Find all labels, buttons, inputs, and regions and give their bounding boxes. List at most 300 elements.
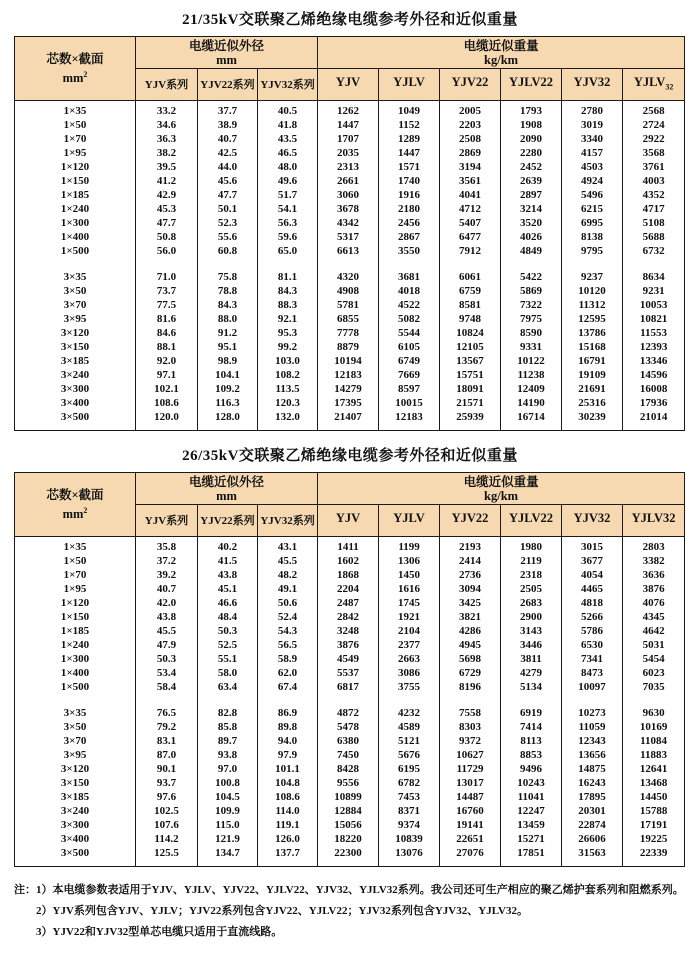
value-cell: 104.5 — [198, 790, 258, 804]
value-cell: 109.2 — [198, 382, 258, 396]
value-cell: 9556 — [318, 776, 379, 790]
table-row — [15, 666, 685, 680]
value-cell: 5869 — [501, 284, 562, 298]
group-spacer-row — [15, 694, 685, 706]
value-cell: 5134 — [501, 680, 562, 694]
value-cell: 3561 — [440, 174, 501, 188]
value-cell: 89.8 — [258, 720, 318, 734]
spec-cell: 3×50 — [15, 720, 136, 734]
value-cell: 17851 — [501, 846, 562, 867]
value-cell: 6105 — [379, 340, 440, 354]
value-cell: 41.5 — [198, 554, 258, 568]
value-cell: 1262 — [318, 101, 379, 119]
value-cell: 132.0 — [258, 410, 318, 431]
value-cell: 48.4 — [198, 610, 258, 624]
value-cell: 3876 — [623, 582, 685, 596]
value-cell: 108.2 — [258, 368, 318, 382]
value-cell: 12105 — [440, 340, 501, 354]
table-row — [15, 118, 685, 132]
value-cell: 6477 — [440, 230, 501, 244]
value-cell: 2204 — [318, 582, 379, 596]
value-cell: 7450 — [318, 748, 379, 762]
value-cell: 11883 — [623, 748, 685, 762]
table-row — [15, 832, 685, 846]
value-cell: 10899 — [318, 790, 379, 804]
value-cell: 94.0 — [258, 734, 318, 748]
value-cell: 3094 — [440, 582, 501, 596]
value-cell: 51.7 — [258, 188, 318, 202]
value-cell: 11312 — [562, 298, 623, 312]
table-row — [15, 568, 685, 582]
spec-cell: 1×400 — [15, 230, 136, 244]
value-cell: 93.7 — [136, 776, 198, 790]
footnotes — [14, 867, 686, 943]
value-cell: 73.7 — [136, 284, 198, 298]
value-cell: 91.2 — [198, 326, 258, 340]
value-cell: 1745 — [379, 596, 440, 610]
col-header-yjv32-series: YJV32系列 — [258, 69, 318, 101]
spec-cell: 3×500 — [15, 846, 136, 867]
value-cell: 6919 — [501, 706, 562, 720]
weight-group-header — [318, 37, 685, 69]
value-cell: 9231 — [623, 284, 685, 298]
table-row — [15, 846, 685, 867]
value-cell: 19225 — [623, 832, 685, 846]
value-cell: 3015 — [562, 537, 623, 555]
value-cell: 43.8 — [198, 568, 258, 582]
value-cell: 11059 — [562, 720, 623, 734]
value-cell: 10273 — [562, 706, 623, 720]
value-cell: 97.9 — [258, 748, 318, 762]
value-cell: 50.8 — [136, 230, 198, 244]
value-cell: 1306 — [379, 554, 440, 568]
value-cell: 2661 — [318, 174, 379, 188]
value-cell: 1450 — [379, 568, 440, 582]
value-cell: 34.6 — [136, 118, 198, 132]
value-cell: 1868 — [318, 568, 379, 582]
value-cell: 95.1 — [198, 340, 258, 354]
value-cell: 5108 — [623, 216, 685, 230]
table-row — [15, 624, 685, 638]
table-row — [15, 554, 685, 568]
value-cell: 83.1 — [136, 734, 198, 748]
value-cell: 76.5 — [136, 706, 198, 720]
value-cell: 11553 — [623, 326, 685, 340]
value-cell: 14487 — [440, 790, 501, 804]
value-cell: 5407 — [440, 216, 501, 230]
value-cell: 85.8 — [198, 720, 258, 734]
spec-cell: 3×120 — [15, 326, 136, 340]
value-cell: 3755 — [379, 680, 440, 694]
value-cell: 60.8 — [198, 244, 258, 258]
value-cell: 9374 — [379, 818, 440, 832]
value-cell: 97.1 — [136, 368, 198, 382]
spec-cell: 3×120 — [15, 762, 136, 776]
value-cell: 1289 — [379, 132, 440, 146]
value-cell: 20301 — [562, 804, 623, 818]
spec-header-line1: 芯数×截面 — [46, 487, 104, 502]
value-cell: 3143 — [501, 624, 562, 638]
value-cell: 3681 — [379, 270, 440, 284]
value-cell: 1411 — [318, 537, 379, 555]
value-cell: 56.0 — [136, 244, 198, 258]
value-cell: 12343 — [562, 734, 623, 748]
spec-cell: 1×300 — [15, 652, 136, 666]
value-cell: 14596 — [623, 368, 685, 382]
value-cell: 3568 — [623, 146, 685, 160]
value-cell: 4818 — [562, 596, 623, 610]
value-cell: 126.0 — [258, 832, 318, 846]
value-cell: 13656 — [562, 748, 623, 762]
value-cell: 5544 — [379, 326, 440, 340]
value-cell: 5266 — [562, 610, 623, 624]
col-header-yjv22-series: YJV22系列 — [198, 505, 258, 537]
value-cell: 11238 — [501, 368, 562, 382]
col-header-yjv32-series: YJV32系列 — [258, 505, 318, 537]
value-cell: 43.8 — [136, 610, 198, 624]
value-cell: 30239 — [562, 410, 623, 431]
value-cell: 40.7 — [136, 582, 198, 596]
weight-header-unit: kg/km — [484, 488, 519, 503]
table2-title: 26/35kV交联聚乙烯绝缘电缆参考外径和近似重量 — [182, 448, 518, 464]
table-row — [15, 680, 685, 694]
value-cell: 52.3 — [198, 216, 258, 230]
value-cell: 82.8 — [198, 706, 258, 720]
value-cell: 116.3 — [198, 396, 258, 410]
spec-cell: 3×95 — [15, 748, 136, 762]
value-cell: 12393 — [623, 340, 685, 354]
value-cell: 3060 — [318, 188, 379, 202]
value-cell: 13468 — [623, 776, 685, 790]
table-row — [15, 368, 685, 382]
value-cell: 6023 — [623, 666, 685, 680]
value-cell: 8634 — [623, 270, 685, 284]
value-cell: 6732 — [623, 244, 685, 258]
value-cell: 3520 — [501, 216, 562, 230]
value-cell: 120.0 — [136, 410, 198, 431]
col-header-yjv22: YJV22 — [440, 505, 501, 537]
value-cell: 8597 — [379, 382, 440, 396]
value-cell: 89.7 — [198, 734, 258, 748]
spec-cell: 1×300 — [15, 216, 136, 230]
value-cell: 31563 — [562, 846, 623, 867]
value-cell: 2456 — [379, 216, 440, 230]
value-cell: 95.3 — [258, 326, 318, 340]
value-cell: 108.6 — [136, 396, 198, 410]
value-cell: 58.9 — [258, 652, 318, 666]
value-cell: 21571 — [440, 396, 501, 410]
value-cell: 2508 — [440, 132, 501, 146]
value-cell: 2803 — [623, 537, 685, 555]
value-cell: 7558 — [440, 706, 501, 720]
value-cell: 8113 — [501, 734, 562, 748]
value-cell: 65.0 — [258, 244, 318, 258]
value-cell: 11084 — [623, 734, 685, 748]
value-cell: 119.1 — [258, 818, 318, 832]
table-row — [15, 340, 685, 354]
value-cell: 3550 — [379, 244, 440, 258]
value-cell: 44.0 — [198, 160, 258, 174]
value-cell: 2203 — [440, 118, 501, 132]
value-cell: 9748 — [440, 312, 501, 326]
value-cell: 4232 — [379, 706, 440, 720]
table-row — [15, 410, 685, 431]
value-cell: 7453 — [379, 790, 440, 804]
spec-cell: 3×150 — [15, 340, 136, 354]
value-cell: 42.0 — [136, 596, 198, 610]
value-cell: 108.6 — [258, 790, 318, 804]
value-cell: 4465 — [562, 582, 623, 596]
value-cell: 37.7 — [198, 101, 258, 119]
value-cell: 12641 — [623, 762, 685, 776]
value-cell: 2104 — [379, 624, 440, 638]
spacer-cell — [562, 694, 623, 706]
value-cell: 43.5 — [258, 132, 318, 146]
value-cell: 40.7 — [198, 132, 258, 146]
value-cell: 50.3 — [198, 624, 258, 638]
table-row — [15, 734, 685, 748]
value-cell: 7341 — [562, 652, 623, 666]
value-cell: 2313 — [318, 160, 379, 174]
spec-cell: 1×240 — [15, 202, 136, 216]
spacer-cell — [623, 258, 685, 270]
spec-cell: 1×35 — [15, 537, 136, 555]
spec-cell: 1×185 — [15, 624, 136, 638]
col-header-yjlv32: $YJLV_{32}$ — [623, 69, 685, 101]
value-cell: 25939 — [440, 410, 501, 431]
value-cell: 21691 — [562, 382, 623, 396]
col-header-yjv: YJV — [318, 505, 379, 537]
value-cell: 4945 — [440, 638, 501, 652]
value-cell: 2867 — [379, 230, 440, 244]
spec-cell: 1×500 — [15, 680, 136, 694]
value-cell: 99.2 — [258, 340, 318, 354]
table-row — [15, 748, 685, 762]
spec-cell: 3×185 — [15, 790, 136, 804]
spec-cell: 3×95 — [15, 312, 136, 326]
value-cell: 1199 — [379, 537, 440, 555]
value-cell: 5454 — [623, 652, 685, 666]
value-cell: 3678 — [318, 202, 379, 216]
value-cell: 4908 — [318, 284, 379, 298]
value-cell: 10053 — [623, 298, 685, 312]
value-cell: 41.8 — [258, 118, 318, 132]
value-cell: 4041 — [440, 188, 501, 202]
table-row — [15, 354, 685, 368]
value-cell: 92.1 — [258, 312, 318, 326]
value-cell: 103.0 — [258, 354, 318, 368]
table-row — [15, 762, 685, 776]
value-cell: 52.5 — [198, 638, 258, 652]
value-cell: 2900 — [501, 610, 562, 624]
spec-header-unit-sup: 2 — [83, 505, 88, 515]
value-cell: 48.0 — [258, 160, 318, 174]
value-cell: 50.3 — [136, 652, 198, 666]
value-cell: 6530 — [562, 638, 623, 652]
value-cell: 137.7 — [258, 846, 318, 867]
value-cell: 81.6 — [136, 312, 198, 326]
table-row — [15, 776, 685, 790]
value-cell: 3636 — [623, 568, 685, 582]
value-cell: 13017 — [440, 776, 501, 790]
value-cell: 12409 — [501, 382, 562, 396]
value-cell: 17191 — [623, 818, 685, 832]
spacer-cell — [258, 694, 318, 706]
value-cell: 1616 — [379, 582, 440, 596]
col-header-yjv-series: YJV系列 — [136, 505, 198, 537]
value-cell: 9331 — [501, 340, 562, 354]
value-cell: 2736 — [440, 568, 501, 582]
col-header-yjlv32: YJLV32 — [623, 505, 685, 537]
value-cell: 121.9 — [198, 832, 258, 846]
table-row — [15, 638, 685, 652]
value-cell: 134.7 — [198, 846, 258, 867]
value-cell: 27076 — [440, 846, 501, 867]
value-cell: 6817 — [318, 680, 379, 694]
value-cell: 10839 — [379, 832, 440, 846]
value-cell: 102.5 — [136, 804, 198, 818]
table-row — [15, 610, 685, 624]
value-cell: 1908 — [501, 118, 562, 132]
value-cell: 12884 — [318, 804, 379, 818]
spec-cell: 1×70 — [15, 568, 136, 582]
value-cell: 1049 — [379, 101, 440, 119]
value-cell: 52.4 — [258, 610, 318, 624]
value-cell: 4286 — [440, 624, 501, 638]
value-cell: 13459 — [501, 818, 562, 832]
col-header-yjv: YJV — [318, 69, 379, 101]
spec-cell: 1×50 — [15, 118, 136, 132]
value-cell: 62.0 — [258, 666, 318, 680]
value-cell: 4352 — [623, 188, 685, 202]
table1-header — [15, 37, 685, 101]
value-cell: 55.6 — [198, 230, 258, 244]
value-cell: 15056 — [318, 818, 379, 832]
value-cell: 2487 — [318, 596, 379, 610]
value-cell: 100.8 — [198, 776, 258, 790]
value-cell: 9795 — [562, 244, 623, 258]
spacer-cell — [501, 694, 562, 706]
value-cell: 2180 — [379, 202, 440, 216]
value-cell: 120.3 — [258, 396, 318, 410]
spec-cell: 3×70 — [15, 298, 136, 312]
col-header-yjv22: YJV22 — [440, 69, 501, 101]
value-cell: 21407 — [318, 410, 379, 431]
value-cell: 19141 — [440, 818, 501, 832]
value-cell: 8371 — [379, 804, 440, 818]
table-row — [15, 132, 685, 146]
spec-cell: 1×35 — [15, 101, 136, 119]
table-row — [15, 326, 685, 340]
spacer-cell — [623, 694, 685, 706]
value-cell: 4342 — [318, 216, 379, 230]
value-cell: 4279 — [501, 666, 562, 680]
value-cell: 35.8 — [136, 537, 198, 555]
value-cell: 2119 — [501, 554, 562, 568]
value-cell: 3194 — [440, 160, 501, 174]
value-cell: 113.5 — [258, 382, 318, 396]
value-cell: 2663 — [379, 652, 440, 666]
od-header-line1: 电缆近似外径 — [189, 474, 265, 489]
value-cell: 7035 — [623, 680, 685, 694]
value-cell: 2414 — [440, 554, 501, 568]
value-cell: 10169 — [623, 720, 685, 734]
col-header-yjlv: YJLV — [379, 505, 440, 537]
value-cell: 5317 — [318, 230, 379, 244]
value-cell: 13346 — [623, 354, 685, 368]
note-item-1: 1）本电缆参数表适用于YJV、YJLV、YJV22、YJLV22、YJV32、YJLV32系列。我公司还可生产相应的聚乙烯护套系列和阻燃系列。 — [36, 884, 684, 896]
value-cell: 42.9 — [136, 188, 198, 202]
value-cell: 109.9 — [198, 804, 258, 818]
od-header-line1: 电缆近似外径 — [189, 38, 265, 53]
value-cell: 1152 — [379, 118, 440, 132]
outer-diameter-group-header — [136, 473, 318, 505]
spacer-cell — [15, 694, 136, 706]
value-cell: 22651 — [440, 832, 501, 846]
table-row — [15, 582, 685, 596]
value-cell: 8303 — [440, 720, 501, 734]
value-cell: 2922 — [623, 132, 685, 146]
value-cell: 79.2 — [136, 720, 198, 734]
value-cell: 125.5 — [136, 846, 198, 867]
value-cell: 39.5 — [136, 160, 198, 174]
spacer-cell — [440, 258, 501, 270]
value-cell: 15788 — [623, 804, 685, 818]
value-cell: 15751 — [440, 368, 501, 382]
value-cell: 8590 — [501, 326, 562, 340]
value-cell: 1740 — [379, 174, 440, 188]
table-row — [15, 312, 685, 326]
value-cell: 9372 — [440, 734, 501, 748]
value-cell: 2724 — [623, 118, 685, 132]
value-cell: 9237 — [562, 270, 623, 284]
table-row — [15, 804, 685, 818]
value-cell: 104.1 — [198, 368, 258, 382]
value-cell: 10627 — [440, 748, 501, 762]
spec-header-unit-sup: 2 — [83, 69, 88, 79]
table-row — [15, 720, 685, 734]
value-cell: 92.0 — [136, 354, 198, 368]
value-cell: 4503 — [562, 160, 623, 174]
value-cell: 2505 — [501, 582, 562, 596]
table-row — [15, 216, 685, 230]
table-row — [15, 202, 685, 216]
value-cell: 5478 — [318, 720, 379, 734]
value-cell: 5031 — [623, 638, 685, 652]
table-row — [15, 298, 685, 312]
value-cell: 3214 — [501, 202, 562, 216]
col-header-yjv22-series: YJV22系列 — [198, 69, 258, 101]
value-cell: 58.0 — [198, 666, 258, 680]
value-cell: 5786 — [562, 624, 623, 638]
value-cell: 7778 — [318, 326, 379, 340]
value-cell: 5537 — [318, 666, 379, 680]
value-cell: 11041 — [501, 790, 562, 804]
value-cell: 128.0 — [198, 410, 258, 431]
value-cell: 97.6 — [136, 790, 198, 804]
note-item-2: 2）YJV系列包含YJV、YJLV；YJV22系列包含YJV22、YJLV22；YJV32系列包含YJV32、YJLV32。 — [36, 905, 528, 917]
col-header-yjlv22: YJLV22 — [501, 69, 562, 101]
value-cell: 6613 — [318, 244, 379, 258]
value-cell: 10194 — [318, 354, 379, 368]
value-cell: 10097 — [562, 680, 623, 694]
value-cell: 6782 — [379, 776, 440, 790]
table-row — [15, 101, 685, 119]
spec-header-unit: mm — [62, 507, 84, 522]
value-cell: 3019 — [562, 118, 623, 132]
value-cell: 16714 — [501, 410, 562, 431]
table2-body — [15, 537, 685, 867]
